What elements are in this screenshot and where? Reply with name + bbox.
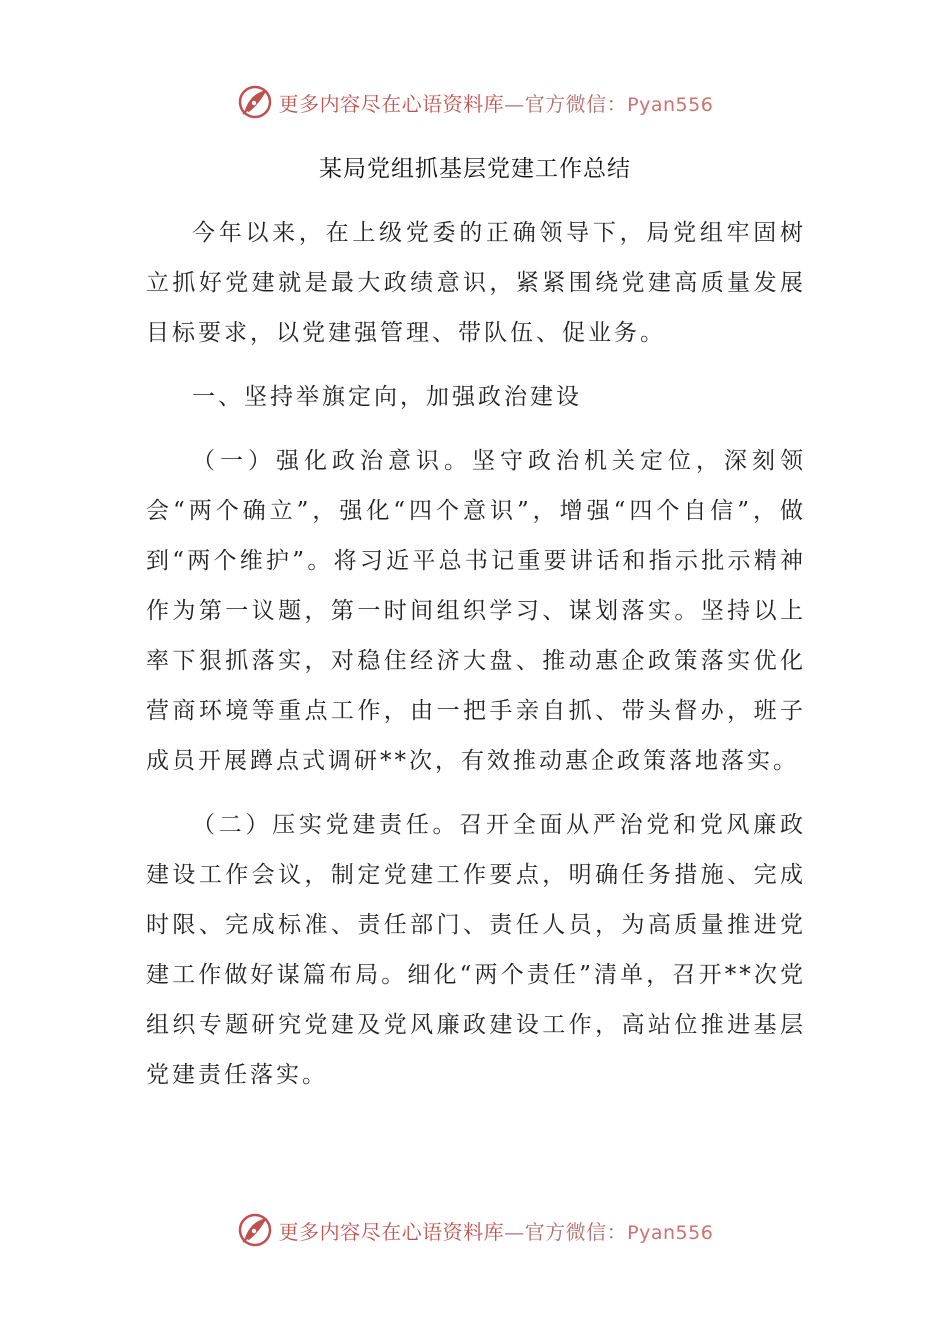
watermark-main: 更多内容尽在心语资料库 <box>278 1219 505 1244</box>
pen-nib-logo-icon <box>237 84 273 120</box>
watermark-wechat-id: Pyan556 <box>627 1221 714 1244</box>
watermark-text <box>279 88 714 117</box>
watermark-dash: — <box>504 91 525 116</box>
section-heading-1: 一、坚持举旗定向，加强政治建设 <box>192 384 582 410</box>
watermark-banner-top <box>0 80 950 124</box>
watermark-banner-bottom <box>0 1208 950 1252</box>
watermark-wechat-id: Pyan556 <box>627 93 714 116</box>
paragraph-political-awareness: （一）强化政治意识。坚守政治机关定位，深刻领会“两个确立”，强化“四个意识”，增强“四个自信”，做到“两个维护”。将习近平总书记重要讲话和指示批示精神作为第一议题，第一时间组织学习、谋划落实。坚持以上率下狠抓落实，对稳住经济大盘、推动惠企政策落实优化营商环境等重点工作，由一把手亲自抓、带头督办，班子成员开展蹲点式调研**次，有效推动惠企政策落地落实。 <box>146 448 806 774</box>
watermark-wechat-label: 官方微信： <box>524 1219 628 1244</box>
pen-nib-logo-icon <box>237 1212 273 1248</box>
document-body <box>146 208 806 1100</box>
watermark-dash: — <box>504 1219 525 1244</box>
watermark-text <box>279 1216 714 1245</box>
watermark-wechat-label: 官方微信： <box>524 91 628 116</box>
document-title: 某局党组抓基层党建工作总结 <box>319 156 631 182</box>
watermark-main: 更多内容尽在心语资料库 <box>278 91 505 116</box>
paragraph-intro: 今年以来，在上级党委的正确领导下，局党组牢固树立抓好党建就是最大政绩意识，紧紧围绕党建高质量发展目标要求，以党建强管理、带队伍、促业务。 <box>146 220 806 346</box>
paragraph-party-responsibility: （二）压实党建责任。召开全面从严治党和党风廉政建设工作会议，制定党建工作要点，明确任务措施、完成时限、完成标准、责任部门、责任人员，为高质量推进党建工作做好谋篇布局。细化“两个责任”清单，召开**次党组织专题研究党建及党风廉政建设工作，高站位推进基层党建责任落实。 <box>146 812 806 1088</box>
